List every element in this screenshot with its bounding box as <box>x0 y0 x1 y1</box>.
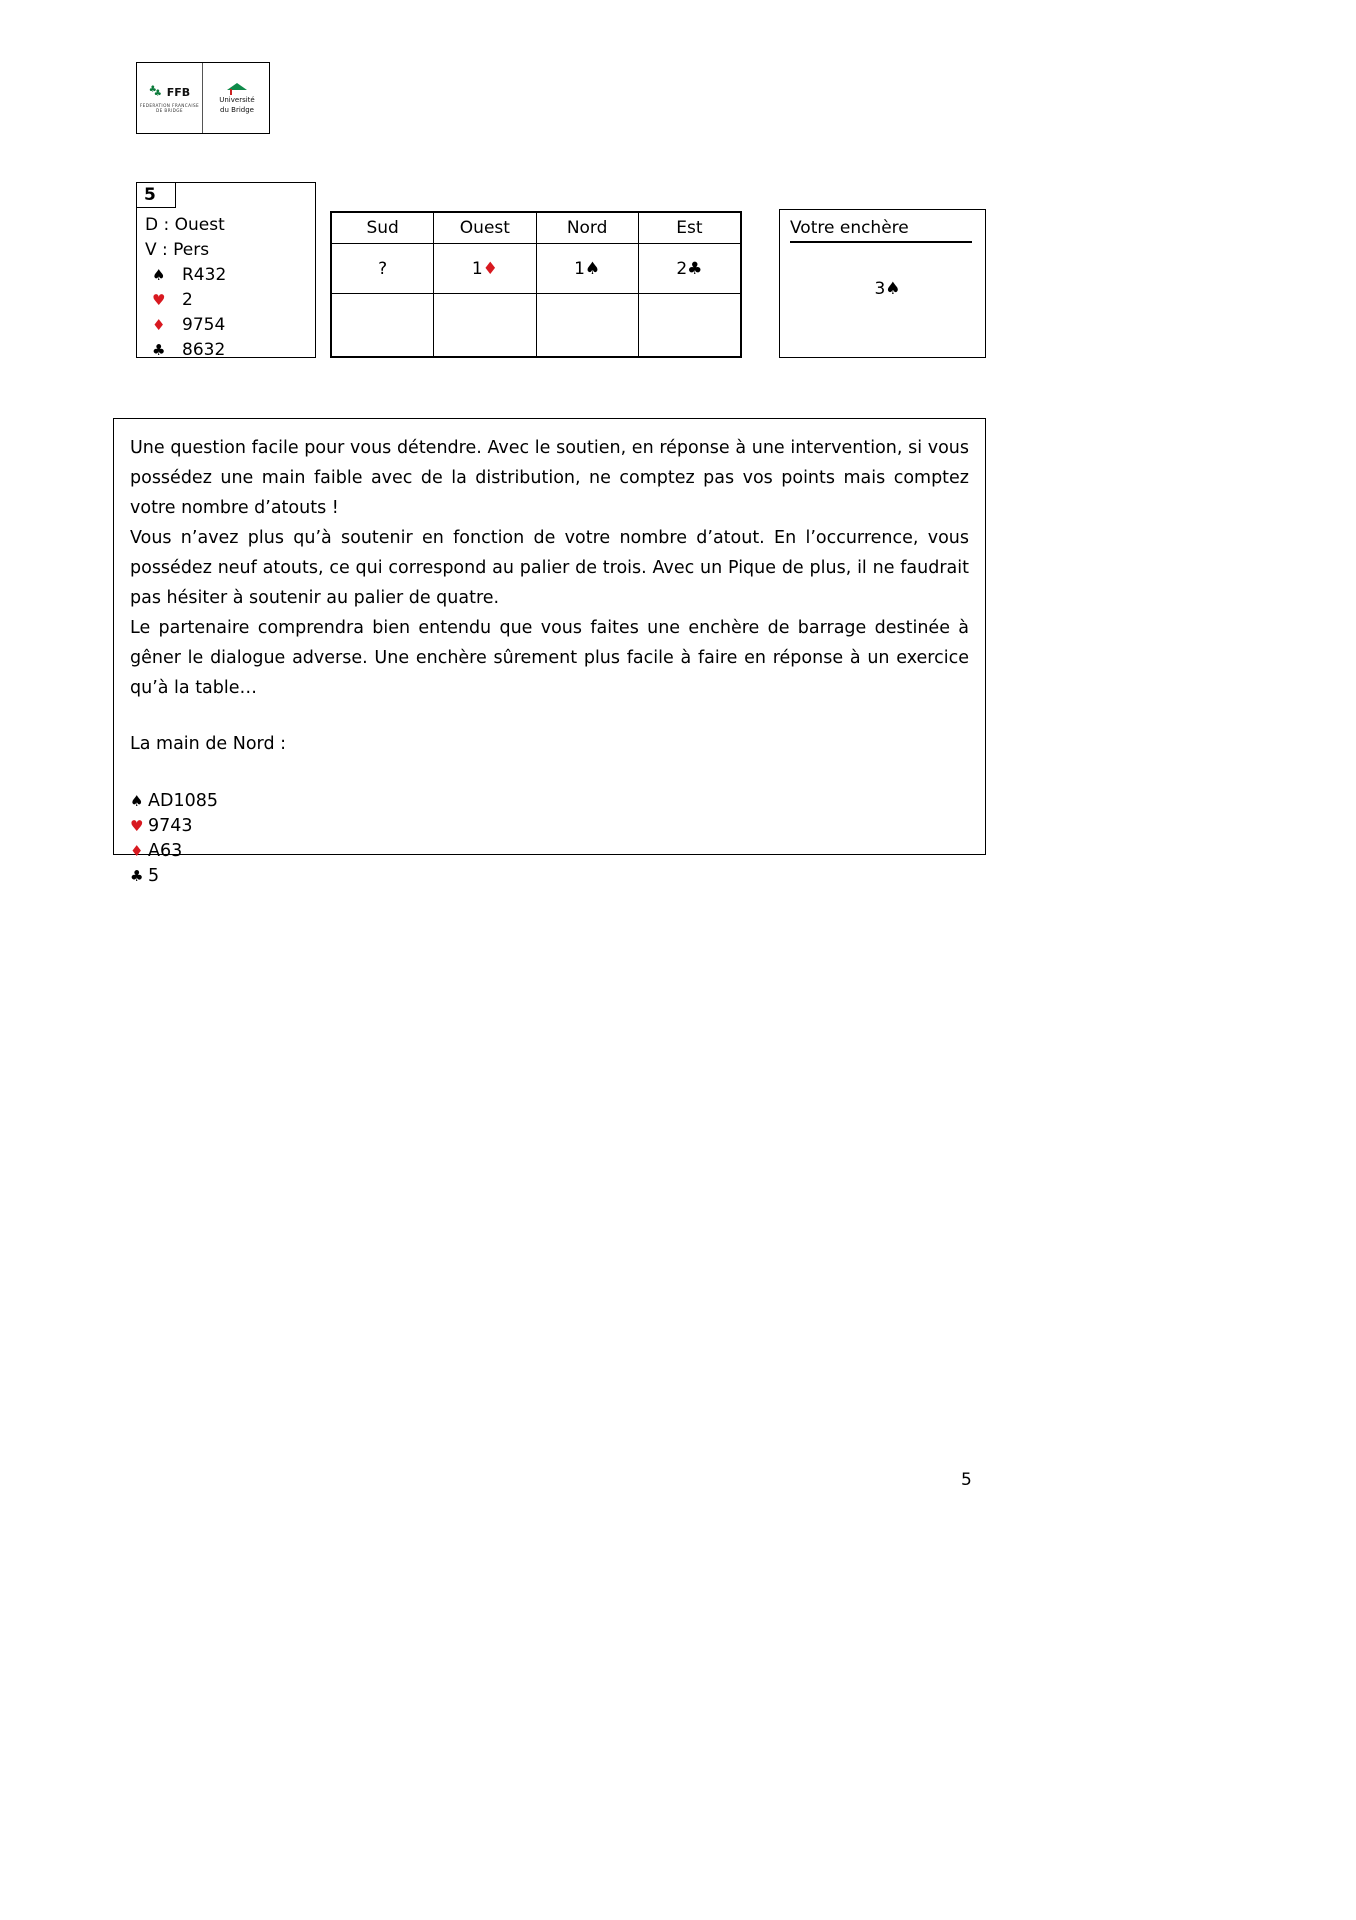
spade-cards: R432 <box>182 265 227 285</box>
auction-header-est: Est <box>638 213 740 244</box>
bid-est <box>638 244 740 294</box>
auction-empty-cell <box>638 294 740 357</box>
commentary-paragraph-2: Vous n’avez plus qu’à soutenir en fonction de votre nombre d’atout. En l’occurrence, vous possédez neuf atouts, ce qui correspond au palier de trois. Avec un Pique de plus, il ne faudrait pas hésiter à soutenir au palier de quatre. <box>130 528 969 608</box>
auction-header-sud: Sud <box>332 213 434 244</box>
hand-suit-row <box>145 288 315 313</box>
bid-ouest <box>434 244 536 294</box>
nord-suit-row <box>130 814 969 839</box>
universite-line2: du Bridge <box>220 105 254 114</box>
your-bid-answer <box>790 279 975 299</box>
ffb-full-name: FEDERATION FRANCAISE DE BRIDGE <box>139 102 200 113</box>
spade-icon: ♠ <box>885 279 901 299</box>
nord-club-cards: 5 <box>148 866 160 886</box>
heart-icon: ♥ <box>152 291 166 309</box>
bid-nord <box>536 244 638 294</box>
your-bid-level: 3 <box>874 279 886 299</box>
commentary-box <box>113 418 986 886</box>
club-icon: ♣ <box>687 258 703 279</box>
spade-icon: ♠ <box>584 258 601 279</box>
your-bid-box <box>779 209 986 358</box>
auction-header-nord: Nord <box>536 213 638 244</box>
nord-spade-cards: AD1085 <box>148 791 218 811</box>
diamond-icon: ♦ <box>152 316 166 334</box>
club-cards: 8632 <box>182 340 226 360</box>
spade-icon: ♠ <box>152 266 166 284</box>
commentary-paragraph-3: Le partenaire comprendra bien entendu que vous faites une enchère de barrage destinée à gêner le dialogue adverse. Une enchère sûrement plus facile à faire en réponse à un exercice qu’à la table… <box>130 618 969 698</box>
nord-heart-cards: 9743 <box>148 816 193 836</box>
diamond-cards: 9754 <box>182 315 226 335</box>
club-icon: ♣ <box>130 867 144 885</box>
paragraph-spacer <box>130 759 969 785</box>
auction-empty-cell <box>332 294 434 357</box>
bid-ouest-level: 1 <box>471 258 483 279</box>
question-number: 5 <box>136 182 176 208</box>
universite-line1: Université <box>219 96 255 104</box>
vulnerability-line: V : Pers <box>145 240 210 260</box>
page-number: 5 <box>961 1470 972 1490</box>
hand-suit-row <box>145 263 315 288</box>
hand-suit-row <box>145 313 315 338</box>
auction-header-row <box>332 213 741 244</box>
club-icon: ♣ <box>152 341 166 359</box>
ffb-logo <box>137 63 203 133</box>
commentary-paragraph-1: Une question facile pour vous détendre. Avec le soutien, en réponse à une intervention, si vous possédez une main faible avec de la distribution, ne comptez pas vos points mais comptez votre nombre d’atouts ! <box>130 438 969 518</box>
bid-est-level: 2 <box>676 258 688 279</box>
bid-nord-level: 1 <box>574 258 585 279</box>
auction-header-ouest: Ouest <box>434 213 536 244</box>
paragraph-spacer <box>130 703 969 729</box>
auction-empty-cell <box>434 294 536 357</box>
hand-suit-row <box>145 338 315 363</box>
ffb-logo-mark <box>149 86 190 100</box>
bid-sud <box>332 244 434 294</box>
auction-table <box>330 211 742 358</box>
bid-sud-text: ? <box>378 258 388 279</box>
diamond-icon: ♦ <box>482 258 498 279</box>
spade-icon: ♠ <box>130 792 144 810</box>
nord-hand-diagram <box>130 789 969 889</box>
nord-diamond-cards: A63 <box>148 841 183 861</box>
nord-suit-row <box>130 839 969 864</box>
graduation-cap-icon <box>227 82 247 95</box>
federation-logo <box>136 62 270 134</box>
ffb-abbreviation: FFB <box>166 86 191 100</box>
auction-bid-row <box>332 244 741 294</box>
clover-icon: ♣ ♣ <box>148 84 162 99</box>
diamond-icon: ♦ <box>130 842 144 860</box>
nord-hand-title: La main de Nord : <box>130 734 287 754</box>
heart-icon: ♥ <box>130 817 144 835</box>
nord-suit-row <box>130 789 969 814</box>
your-bid-label: Votre enchère <box>790 218 972 243</box>
auction-empty-cell <box>536 294 638 357</box>
hand-diagram <box>136 182 316 358</box>
heart-cards: 2 <box>182 290 193 310</box>
auction-empty-row <box>332 294 741 357</box>
nord-suit-row <box>130 864 969 889</box>
dealer-line: D : Ouest <box>145 215 225 235</box>
universite-du-bridge-logo <box>203 63 269 133</box>
